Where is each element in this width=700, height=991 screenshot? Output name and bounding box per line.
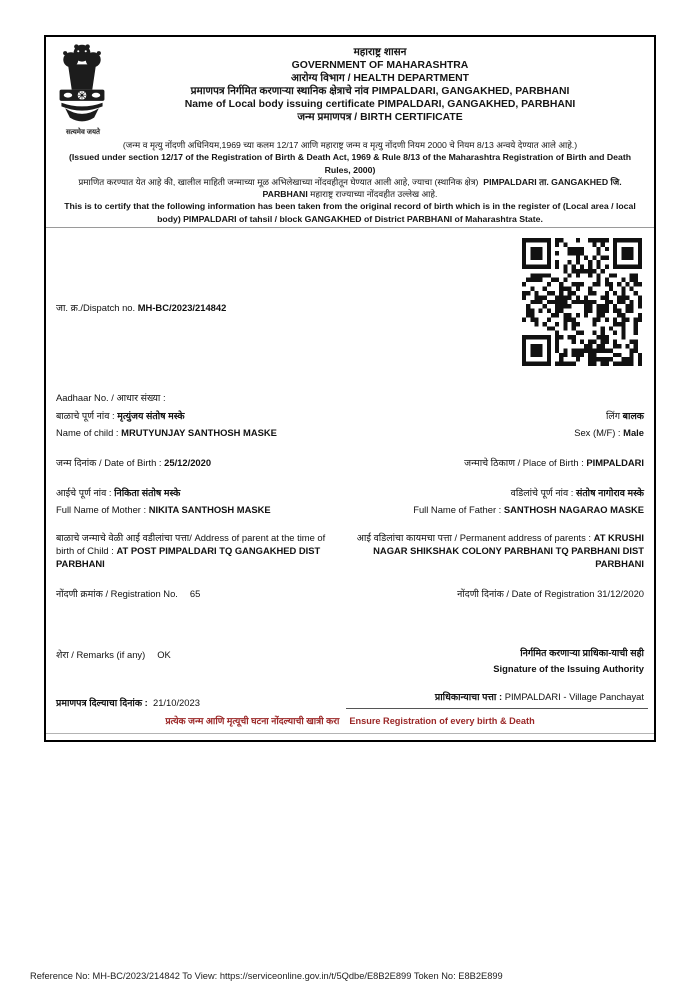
certificate-title: जन्म प्रमाणपत्र / BIRTH CERTIFICATE: [297, 111, 463, 123]
dept-name: आरोग्य विभाग / HEALTH DEPARTMENT: [290, 72, 469, 84]
sex-mr: लिंग बालक: [605, 410, 644, 421]
signature-block: [493, 645, 644, 677]
reference-footer: Reference No: MH-BC/2023/214842 To View: https://serviceonline.gov.in/t/5Qdbe/E8B2E899 Token No: E8B2E899: [30, 971, 503, 981]
certify-mr: प्रमाणित करण्यात येत आहे की, खालील माहिती जन्माच्या मूळ अभिलेखाच्या नोंदवहीतून घेण्यात आली आहे, ज्याचा (स्थानिक क्षेत्र) PIMPALDARI ता. GANGAKHED जि. PARBHANI महाराष्ट्र राज्याच्या नोंदवहीत उल्लेख आहे.: [78, 176, 622, 200]
local-body-mr: प्रमाणपत्र निर्गमित करणाऱ्या स्थानिक क्षेत्राचे नांव PIMPALDARI, GANGAKHED, PARBHANI: [190, 85, 570, 97]
registration-no: नोंदणी क्रमांक / Registration No. 65: [56, 588, 201, 599]
govt-name-en: GOVERNMENT OF MAHARASHTRA: [291, 59, 469, 71]
parents-mr-row: [56, 487, 644, 499]
child-name-mr-row: [56, 410, 644, 422]
remarks: शेरा / Remarks (if any) OK: [56, 649, 171, 660]
certificate-header: [126, 47, 634, 124]
dispatch-label: जा. क्र./Dispatch no.: [56, 302, 136, 313]
local-body-en: Name of Local body issuing certificate PIMPALDARI, GANGAKHED, PARBHANI: [184, 98, 576, 110]
aadhaar-label: Aadhaar No. / आधार संख्या :: [56, 392, 166, 403]
dispatch-number: [56, 301, 226, 314]
sex-en: Sex (M/F) : Male: [574, 427, 644, 438]
ensure-en: Ensure Registration of every birth & Death: [349, 716, 535, 726]
dispatch-value: MH-BC/2023/214842: [137, 302, 227, 313]
signature-underline: [346, 708, 648, 709]
mother-name-en: Full Name of Mother : NIKITA SANTHOSH MASKE: [56, 504, 271, 515]
signature-mr: निर्गमित करणाऱ्या प्राधिका-याची सही: [520, 647, 644, 658]
ensure-mr: प्रत्येक जन्म आणि मृत्यूची घटना नोंदल्याची खात्री करा: [165, 716, 340, 726]
act-issued-en: (Issued under section 12/17 of the Registration of Birth & Death Act, 1969 & Rule 8/13 of the Maharashtra Registration of Birth and Death Rules, 2000): [68, 152, 632, 175]
act-text-block: [60, 139, 640, 225]
authority-address: प्राधिकान्याचा पत्ता : PIMPALDARI - Village Panchayat: [434, 691, 644, 702]
certify-en: This is to certify that the following information has been taken from the original record of birth which is in the register of (Local area / local body) PIMPALDARI of tahsil / block GANGAKHED of District PARBHANI of Maharashtra State.: [64, 201, 636, 224]
emblem-caption: सत्यमेव जयते: [65, 129, 101, 136]
ensure-line: [46, 714, 654, 727]
aadhaar-row: [56, 392, 644, 404]
qr-code-image: [522, 238, 642, 366]
registration-row: [56, 588, 644, 600]
section-divider: [46, 227, 654, 228]
act-issued-mr: (जन्म व मृत्यु नोंदणी अधिनियम,1969 च्या कलम 12/17 आणि महाराष्ट्र जन्म व मृत्यु नोंदणी नियम 2000 चे नियम 8/13 अन्वये देण्यात आले आहे.): [122, 140, 578, 150]
national-emblem-icon: [53, 41, 111, 127]
father-name-mr: वडिलांचे पूर्ण नांव : संतोष नागोराव मस्के: [510, 487, 644, 498]
date-of-birth: जन्म दिनांक / Date of Birth : 25/12/2020: [56, 457, 212, 468]
govt-name-mr: महाराष्ट्र शासन: [353, 47, 407, 58]
child-name-en-row: [56, 427, 644, 439]
place-of-birth: जन्माचे ठिकाण / Place of Birth : PIMPALDARI: [464, 457, 644, 468]
signature-en: Signature of the Issuing Authority: [493, 663, 644, 674]
child-name-en: Name of child : MRUTYUNJAY SANTHOSH MASKE: [56, 427, 277, 438]
parents-en-row: [56, 504, 644, 516]
bottom-divider: [46, 733, 654, 734]
birth-date-place-row: [56, 457, 644, 469]
child-name-mr: बाळाचे पूर्ण नांव : मृत्युंजय संतोष मस्के: [56, 410, 185, 421]
mother-name-mr: आईचे पूर्ण नांव : निकिता संतोष मस्के: [56, 487, 181, 498]
issue-date: प्रमाणपत्र दिल्याचा दिनांक : 21/10/2023: [56, 697, 200, 708]
birth-address: बाळाचे जन्माचे वेळी आई वडीलांचा पत्ता/ Address of parent at the time of birth of Child : AT POST PIMPALDARI TQ GANGAKHED DIST PARBHANI: [56, 532, 326, 569]
birth-certificate: [44, 35, 656, 742]
permanent-address: आई वडिलांचा कायमचा पत्ता / Permanent address of parents : AT KRUSHI NAGAR SHIKSHAK COLONY PARBHANI TQ PARBHANI DIST PARBHANI: [356, 532, 644, 569]
registration-date: नोंदणी दिनांक / Date of Registration 31/12/2020: [457, 588, 644, 599]
father-name-en: Full Name of Father : SANTHOSH NAGARAO MASKE: [413, 504, 644, 515]
